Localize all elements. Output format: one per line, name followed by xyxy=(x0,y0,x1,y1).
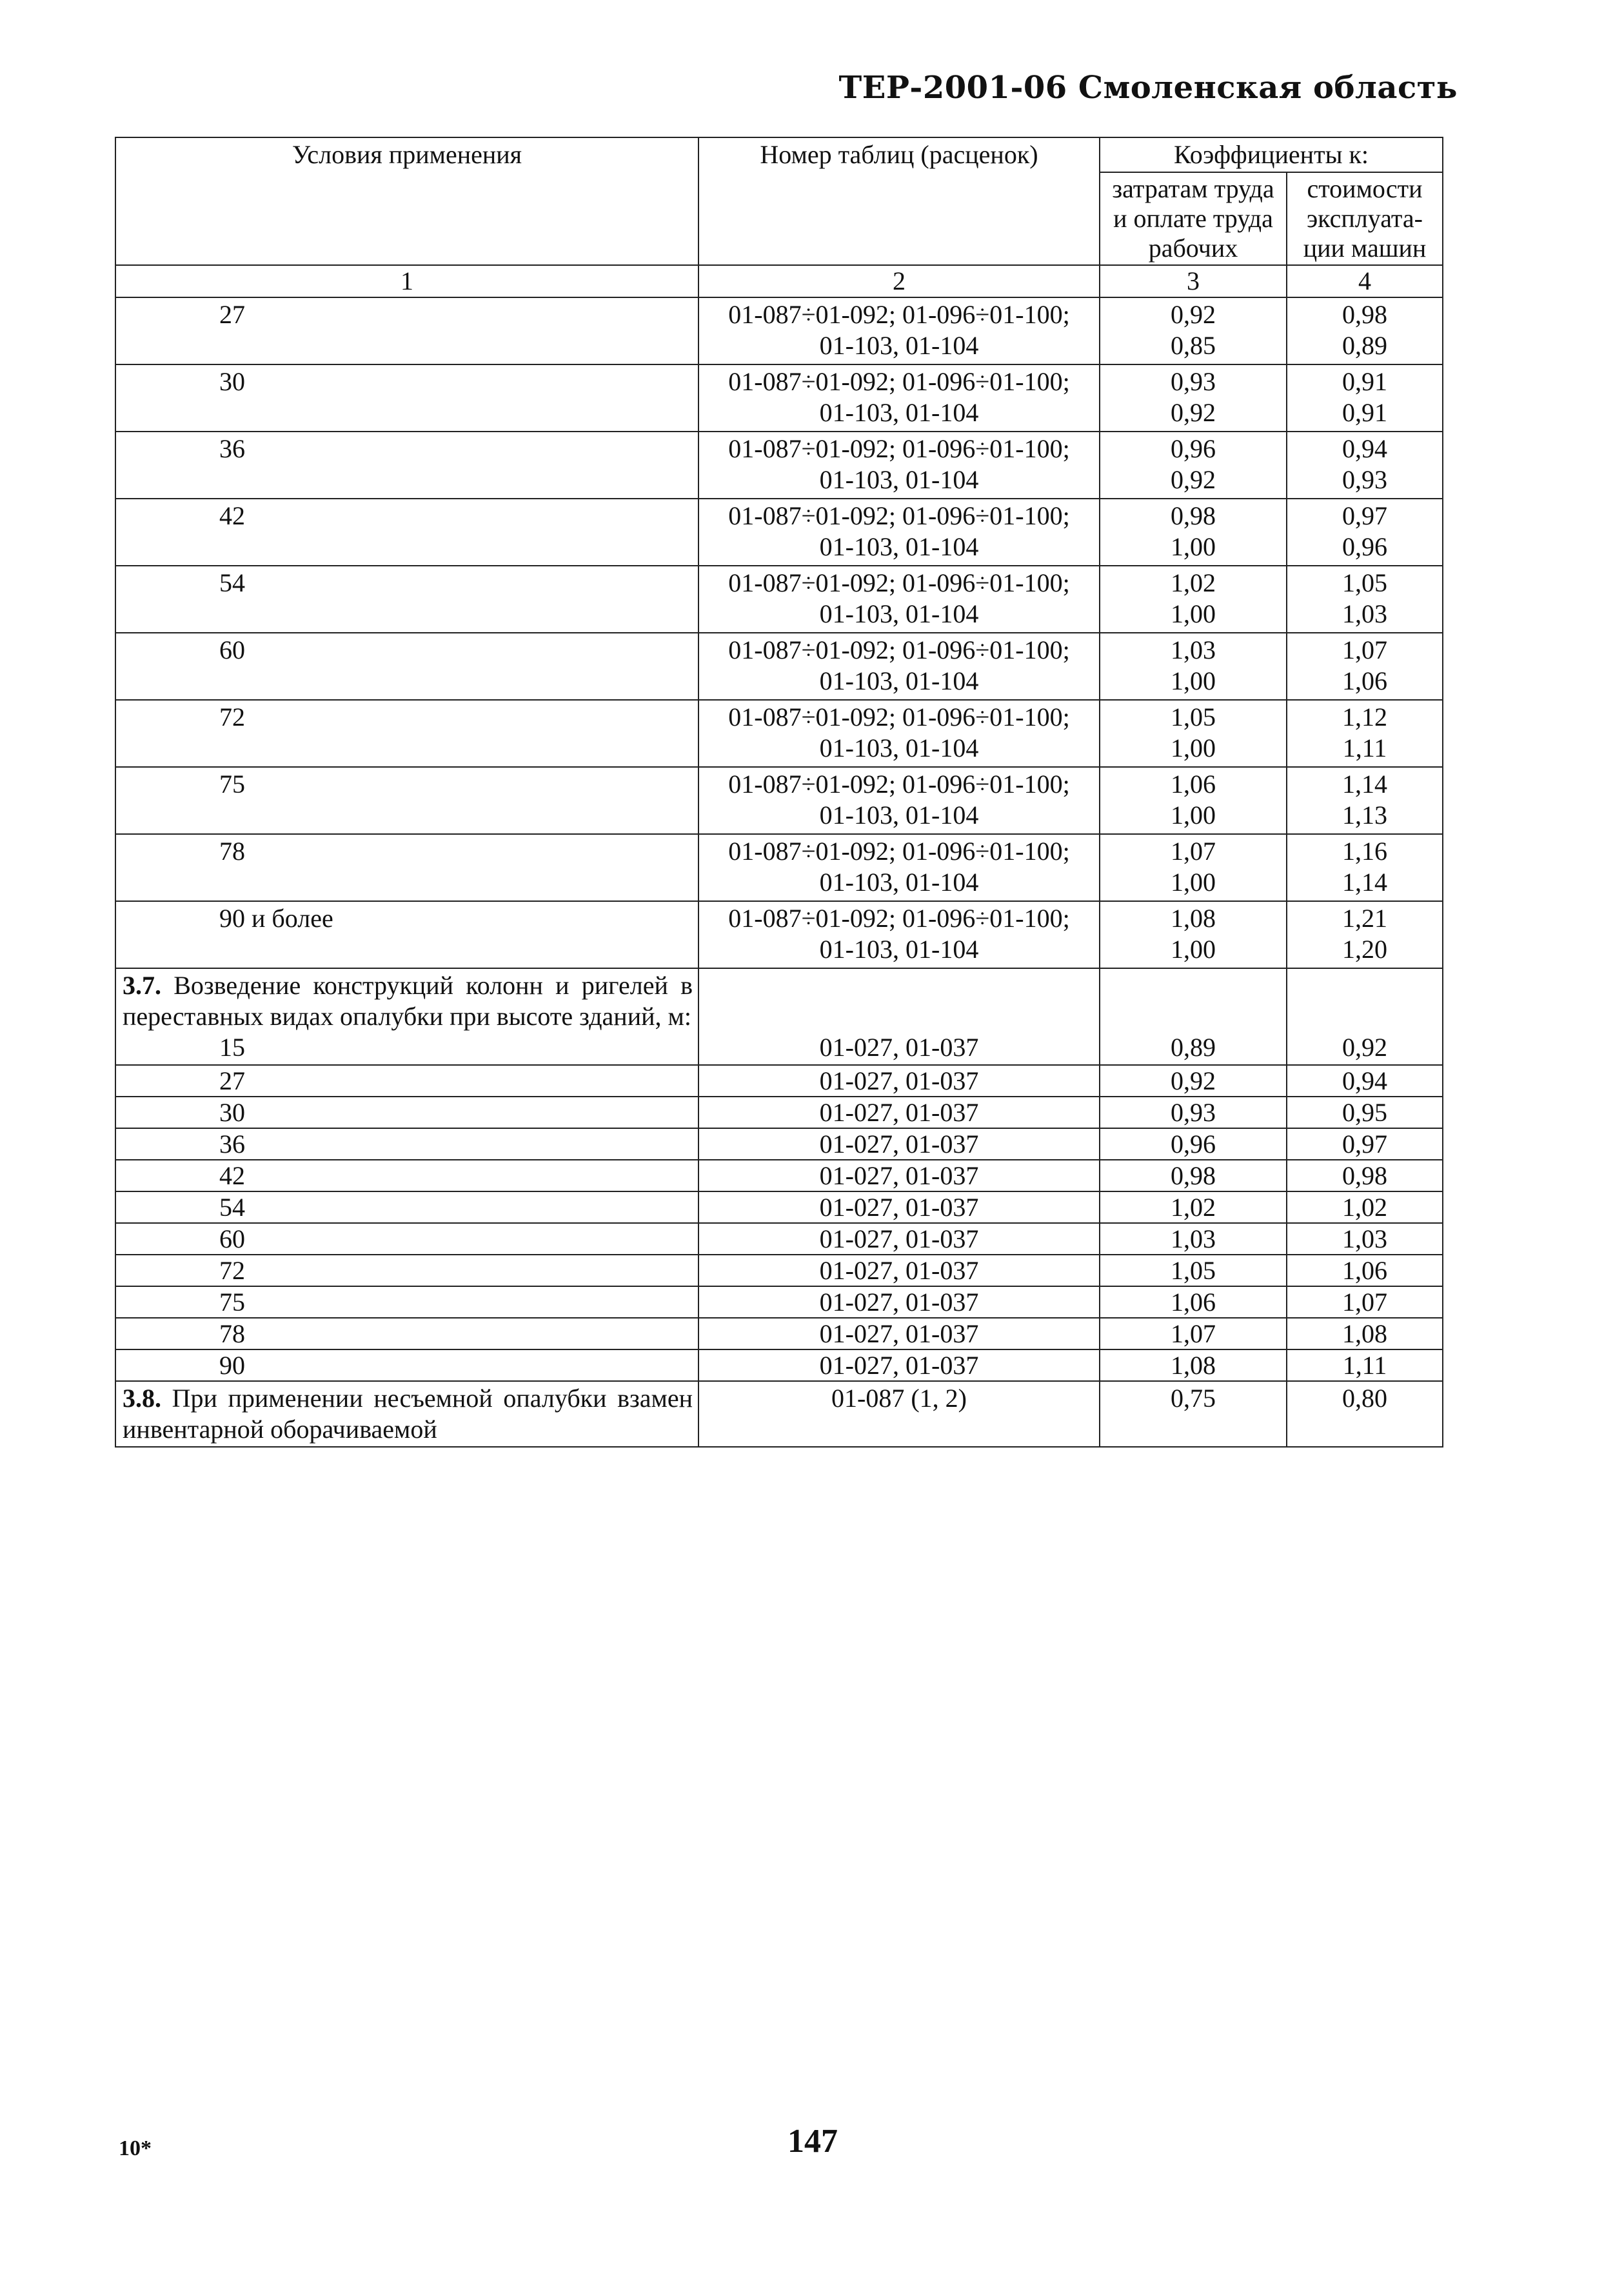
section-3-8-number: 3.8. xyxy=(123,1384,161,1413)
table-numbers-line-2: 01-103, 01-104 xyxy=(819,801,979,830)
condition-height: 75 xyxy=(115,767,698,834)
table-row xyxy=(115,1223,1443,1255)
machines-coefficient-cell: 1,08 xyxy=(1287,1318,1443,1349)
condition-height: 42 xyxy=(115,499,698,566)
machines-coefficient-cell xyxy=(1287,901,1443,968)
labor-coefficient-2: 1,00 xyxy=(1171,532,1216,561)
machines-coefficient-cell xyxy=(1287,297,1443,364)
section-3-7-row xyxy=(115,968,1443,1065)
labor-coefficient-cell: 1,06 xyxy=(1100,1286,1287,1318)
table-numbers-cell xyxy=(698,633,1100,700)
table-numbers-cell xyxy=(698,432,1100,499)
labor-coefficient-cell xyxy=(1100,834,1287,901)
labor-coefficient-2: 1,00 xyxy=(1171,666,1216,695)
labor-coefficient-2: 0,92 xyxy=(1171,465,1216,494)
machines-coefficient-2: 1,14 xyxy=(1342,868,1387,897)
labor-coefficient-cell-value: 0,89 xyxy=(1171,1033,1216,1062)
table-numbers-cell: 01-027, 01-037 xyxy=(698,1223,1100,1255)
machines-coefficient-1: 0,97 xyxy=(1342,501,1387,530)
table-numbers-cell xyxy=(698,901,1100,968)
machines-coefficient-2: 1,20 xyxy=(1342,935,1387,964)
table-numbers-cell: 01-027, 01-037 xyxy=(698,1318,1100,1349)
column-number-4: 4 xyxy=(1287,265,1443,297)
machines-coefficient-1: 1,07 xyxy=(1342,635,1387,664)
header-machines-line-3: ции машин xyxy=(1303,234,1427,263)
labor-coefficient-1: 0,92 xyxy=(1171,300,1216,329)
table-row xyxy=(115,834,1443,901)
labor-coefficient-2: 1,00 xyxy=(1171,733,1216,762)
machines-coefficient-1: 1,21 xyxy=(1342,904,1387,933)
column-number-1: 1 xyxy=(115,265,698,297)
condition-height: 15 xyxy=(219,1033,245,1062)
section-3-7-description: Возведение конструкций колонн и ригелей в переставных видах опалубки при высоте зданий, м: xyxy=(123,971,693,1031)
condition-height: 90 xyxy=(115,1349,698,1381)
table-row xyxy=(115,1097,1443,1128)
table-numbers-cell xyxy=(698,566,1100,633)
table-row xyxy=(115,432,1443,499)
machines-coefficient-1: 1,12 xyxy=(1342,702,1387,731)
labor-coefficient-cell xyxy=(1100,633,1287,700)
labor-coefficient-cell xyxy=(1100,700,1287,767)
table-row xyxy=(115,633,1443,700)
machines-coefficient-cell: 1,11 xyxy=(1287,1349,1443,1381)
labor-coefficient-1: 1,03 xyxy=(1171,635,1216,664)
section-3-7-number: 3.7. xyxy=(123,971,161,1000)
table-numbers-line-2: 01-103, 01-104 xyxy=(819,599,979,628)
column-number-2: 2 xyxy=(698,265,1100,297)
table-row xyxy=(115,297,1443,364)
machines-coefficient-1: 1,14 xyxy=(1342,770,1387,799)
labor-coefficient-cell: 0,98 xyxy=(1100,1160,1287,1191)
labor-coefficient-cell: 0,75 xyxy=(1100,1381,1287,1447)
table-row xyxy=(115,901,1443,968)
table-numbers-cell xyxy=(698,297,1100,364)
table-numbers-line-2: 01-103, 01-104 xyxy=(819,331,979,360)
machines-coefficient-cell: 0,98 xyxy=(1287,1160,1443,1191)
table-numbers-line-1: 01-087÷01-092; 01-096÷01-100; xyxy=(728,434,1070,463)
condition-height: 75 xyxy=(115,1286,698,1318)
column-number-row xyxy=(115,265,1443,297)
table-numbers-line-1: 01-087÷01-092; 01-096÷01-100; xyxy=(728,837,1070,866)
table-numbers-line-1: 01-087÷01-092; 01-096÷01-100; xyxy=(728,904,1070,933)
labor-coefficient-cell: 0,92 xyxy=(1100,1065,1287,1097)
table-numbers-cell: 01-027, 01-037 xyxy=(698,1349,1100,1381)
machines-coefficient-2: 0,89 xyxy=(1342,331,1387,360)
machines-coefficient-cell: 1,07 xyxy=(1287,1286,1443,1318)
header-coefficients: Коэффициенты к: xyxy=(1100,137,1443,172)
table-row xyxy=(115,1255,1443,1286)
table-numbers-cell: 01-027, 01-037 xyxy=(698,1160,1100,1191)
table-row xyxy=(115,1128,1443,1160)
table-row xyxy=(115,1318,1443,1349)
machines-coefficient-1: 0,91 xyxy=(1342,367,1387,396)
labor-coefficient-1: 1,08 xyxy=(1171,904,1216,933)
table-numbers-line-2: 01-103, 01-104 xyxy=(819,532,979,561)
table-numbers-line-1: 01-087÷01-092; 01-096÷01-100; xyxy=(728,702,1070,731)
table-numbers-cell: 01-027, 01-037 xyxy=(698,1128,1100,1160)
labor-coefficient-2: 1,00 xyxy=(1171,935,1216,964)
table-numbers-cell xyxy=(698,834,1100,901)
labor-coefficient-cell xyxy=(1100,297,1287,364)
condition-height: 54 xyxy=(115,1191,698,1223)
table-numbers-line-2: 01-103, 01-104 xyxy=(819,935,979,964)
table-row xyxy=(115,1191,1443,1223)
coefficients-table xyxy=(115,137,1443,1448)
table-numbers-line-2: 01-103, 01-104 xyxy=(819,868,979,897)
table-row xyxy=(115,1286,1443,1318)
table-numbers-cell xyxy=(698,700,1100,767)
machines-coefficient-cell xyxy=(1287,364,1443,432)
labor-coefficient-cell: 0,93 xyxy=(1100,1097,1287,1128)
section-3-8-text xyxy=(115,1381,698,1447)
table-numbers-line-2: 01-103, 01-104 xyxy=(819,398,979,427)
machines-coefficient-cell xyxy=(1287,499,1443,566)
labor-coefficient-cell xyxy=(1100,968,1287,1065)
machines-coefficient-2: 1,03 xyxy=(1342,599,1387,628)
labor-coefficient-1: 1,02 xyxy=(1171,568,1216,597)
machines-coefficient-cell xyxy=(1287,834,1443,901)
table-numbers-line-2: 01-103, 01-104 xyxy=(819,666,979,695)
machines-coefficient-cell: 0,97 xyxy=(1287,1128,1443,1160)
table-row xyxy=(115,364,1443,432)
machines-coefficient-2: 1,13 xyxy=(1342,801,1387,830)
header-labor-line-1: затратам труда xyxy=(1112,174,1274,203)
header-machines-coefficient xyxy=(1287,172,1443,265)
table-numbers-line-1: 01-087÷01-092; 01-096÷01-100; xyxy=(728,568,1070,597)
labor-coefficient-2: 0,85 xyxy=(1171,331,1216,360)
labor-coefficient-cell: 1,02 xyxy=(1100,1191,1287,1223)
labor-coefficient-cell xyxy=(1100,767,1287,834)
labor-coefficient-cell: 1,03 xyxy=(1100,1223,1287,1255)
machines-coefficient-2: 0,96 xyxy=(1342,532,1387,561)
machines-coefficient-cell: 1,03 xyxy=(1287,1223,1443,1255)
labor-coefficient-cell xyxy=(1100,901,1287,968)
labor-coefficient-1: 1,06 xyxy=(1171,770,1216,799)
table-numbers-cell xyxy=(698,767,1100,834)
condition-height: 42 xyxy=(115,1160,698,1191)
machines-coefficient-cell xyxy=(1287,633,1443,700)
page-header-title: ТЕР-2001-06 Смоленская область xyxy=(838,70,1458,106)
table-numbers-cell: 01-087 (1, 2) xyxy=(698,1381,1100,1447)
section-3-7-text xyxy=(115,968,698,1065)
machines-coefficient-cell xyxy=(1287,968,1443,1065)
table-numbers-cell: 01-027, 01-037 xyxy=(698,1286,1100,1318)
condition-height: 36 xyxy=(115,432,698,499)
labor-coefficient-cell xyxy=(1100,364,1287,432)
header-conditions: Условия применения xyxy=(115,137,698,265)
labor-coefficient-1: 0,93 xyxy=(1171,367,1216,396)
table-row xyxy=(115,1065,1443,1097)
labor-coefficient-2: 1,00 xyxy=(1171,868,1216,897)
machines-coefficient-cell xyxy=(1287,432,1443,499)
labor-coefficient-cell xyxy=(1100,499,1287,566)
page-number: 147 xyxy=(787,2123,838,2160)
table-numbers-line-1: 01-087÷01-092; 01-096÷01-100; xyxy=(728,501,1070,530)
machines-coefficient-cell xyxy=(1287,700,1443,767)
header-machines-line-1: стоимости xyxy=(1307,174,1423,203)
condition-height: 54 xyxy=(115,566,698,633)
condition-height: 78 xyxy=(115,1318,698,1349)
header-machines-line-2: эксплуата- xyxy=(1307,204,1423,233)
condition-height: 60 xyxy=(115,633,698,700)
footer-sheet-mark: 10* xyxy=(119,2136,152,2160)
header-labor-coefficient xyxy=(1100,172,1287,265)
labor-coefficient-2: 1,00 xyxy=(1171,599,1216,628)
machines-coefficient-cell xyxy=(1287,767,1443,834)
table-row xyxy=(115,1349,1443,1381)
table-numbers-cell: 01-027, 01-037 xyxy=(698,1191,1100,1223)
column-number-3: 3 xyxy=(1100,265,1287,297)
machines-coefficient-cell xyxy=(1287,566,1443,633)
machines-coefficient-cell: 1,02 xyxy=(1287,1191,1443,1223)
table-numbers-line-1: 01-087÷01-092; 01-096÷01-100; xyxy=(728,635,1070,664)
table-numbers-cell: 01-027, 01-037 xyxy=(698,1255,1100,1286)
condition-height: 90 и более xyxy=(115,901,698,968)
condition-height: 30 xyxy=(115,1097,698,1128)
table-numbers-cell-value: 01-027, 01-037 xyxy=(819,1033,979,1062)
labor-coefficient-cell: 1,07 xyxy=(1100,1318,1287,1349)
machines-coefficient-cell: 1,06 xyxy=(1287,1255,1443,1286)
machines-coefficient-cell-value: 0,92 xyxy=(1342,1033,1387,1062)
table-numbers-line-2: 01-103, 01-104 xyxy=(819,465,979,494)
header-labor-line-2: и оплате труда xyxy=(1113,204,1273,233)
labor-coefficient-cell xyxy=(1100,432,1287,499)
table-numbers-cell xyxy=(698,364,1100,432)
labor-coefficient-1: 1,07 xyxy=(1171,837,1216,866)
table-numbers-cell xyxy=(698,968,1100,1065)
table-row xyxy=(115,700,1443,767)
table-numbers-cell: 01-027, 01-037 xyxy=(698,1097,1100,1128)
labor-coefficient-1: 0,98 xyxy=(1171,501,1216,530)
table-numbers-line-1: 01-087÷01-092; 01-096÷01-100; xyxy=(728,300,1070,329)
machines-coefficient-cell: 0,80 xyxy=(1287,1381,1443,1447)
machines-coefficient-1: 1,16 xyxy=(1342,837,1387,866)
machines-coefficient-2: 0,93 xyxy=(1342,465,1387,494)
header-row-1 xyxy=(115,137,1443,172)
machines-coefficient-cell: 0,95 xyxy=(1287,1097,1443,1128)
machines-coefficient-cell: 0,94 xyxy=(1287,1065,1443,1097)
machines-coefficient-2: 1,11 xyxy=(1342,733,1387,762)
machines-coefficient-1: 1,05 xyxy=(1342,568,1387,597)
labor-coefficient-2: 0,92 xyxy=(1171,398,1216,427)
condition-height: 27 xyxy=(115,297,698,364)
table-row xyxy=(115,1160,1443,1191)
table-row xyxy=(115,499,1443,566)
condition-height: 72 xyxy=(115,1255,698,1286)
header-table-numbers: Номер таблиц (расценок) xyxy=(698,137,1100,265)
machines-coefficient-2: 1,06 xyxy=(1342,666,1387,695)
section-3-8-row xyxy=(115,1381,1443,1447)
condition-height: 27 xyxy=(115,1065,698,1097)
condition-height: 30 xyxy=(115,364,698,432)
labor-coefficient-2: 1,00 xyxy=(1171,801,1216,830)
labor-coefficient-cell: 0,96 xyxy=(1100,1128,1287,1160)
section-3-8-description: При применении несъемной опалубки взамен инвентарной оборачиваемой xyxy=(123,1384,693,1444)
condition-height: 72 xyxy=(115,700,698,767)
machines-coefficient-2: 0,91 xyxy=(1342,398,1387,427)
labor-coefficient-cell xyxy=(1100,566,1287,633)
header-labor-line-3: рабочих xyxy=(1148,234,1238,263)
table-numbers-cell xyxy=(698,499,1100,566)
condition-height: 78 xyxy=(115,834,698,901)
table-row xyxy=(115,767,1443,834)
labor-coefficient-1: 0,96 xyxy=(1171,434,1216,463)
labor-coefficient-cell: 1,05 xyxy=(1100,1255,1287,1286)
table-row xyxy=(115,566,1443,633)
condition-height: 36 xyxy=(115,1128,698,1160)
condition-height: 60 xyxy=(115,1223,698,1255)
table-numbers-line-1: 01-087÷01-092; 01-096÷01-100; xyxy=(728,367,1070,396)
table-numbers-line-1: 01-087÷01-092; 01-096÷01-100; xyxy=(728,770,1070,799)
labor-coefficient-1: 1,05 xyxy=(1171,702,1216,731)
machines-coefficient-1: 0,94 xyxy=(1342,434,1387,463)
machines-coefficient-1: 0,98 xyxy=(1342,300,1387,329)
table-numbers-line-2: 01-103, 01-104 xyxy=(819,733,979,762)
labor-coefficient-cell: 1,08 xyxy=(1100,1349,1287,1381)
table-numbers-cell: 01-027, 01-037 xyxy=(698,1065,1100,1097)
